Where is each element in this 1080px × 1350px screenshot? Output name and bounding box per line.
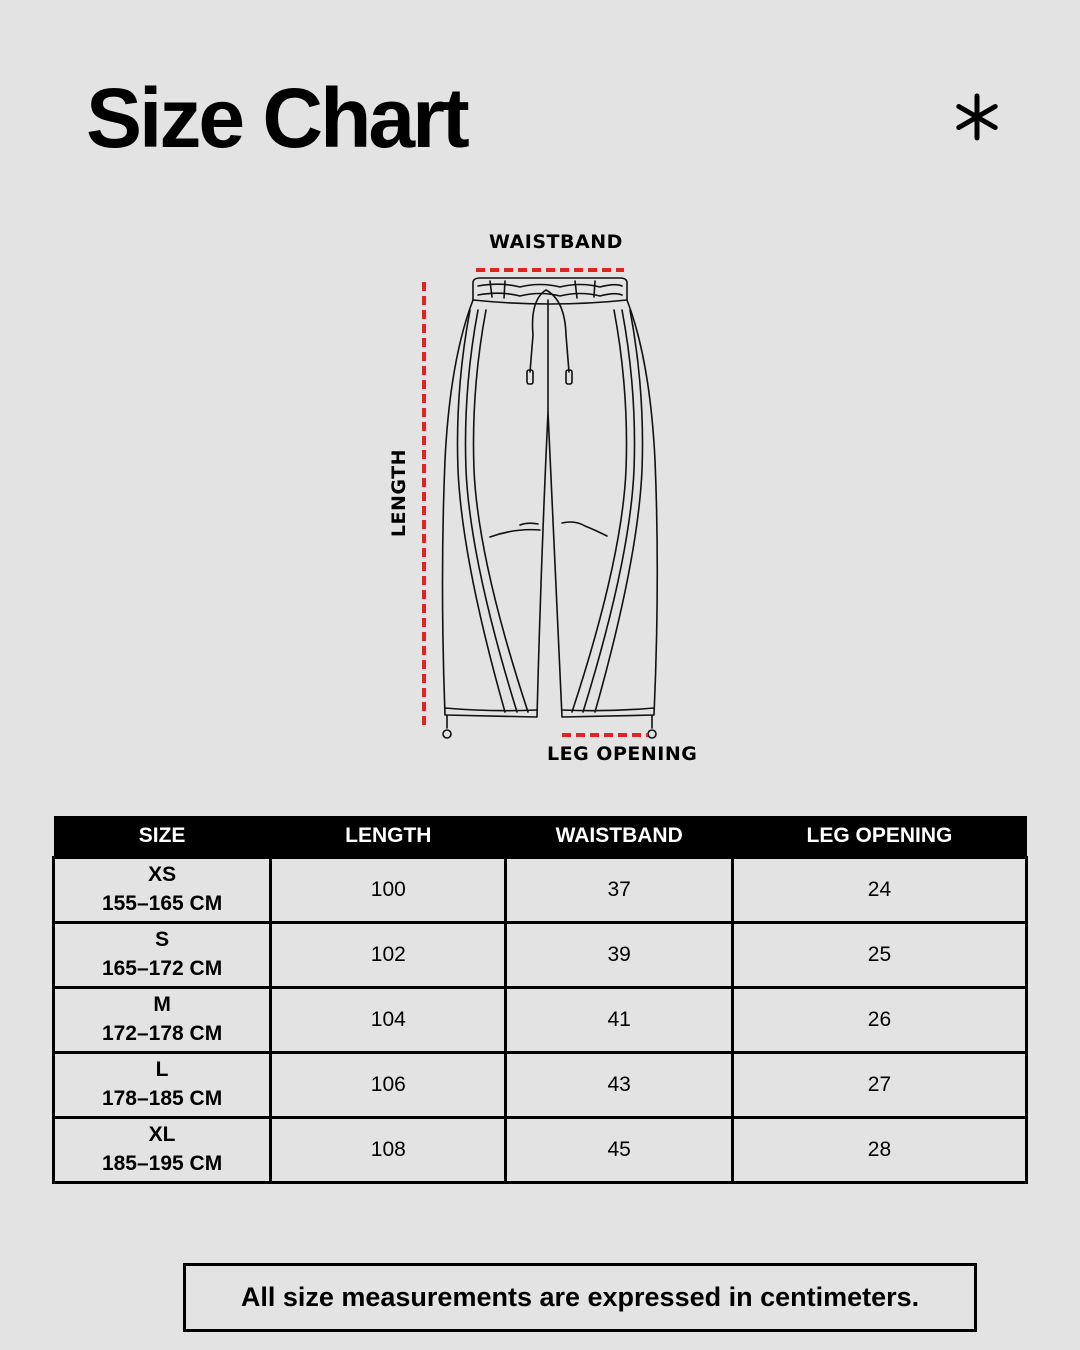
size-code: S [155, 928, 170, 952]
size-table [52, 816, 1028, 1184]
size-cell [54, 1118, 271, 1183]
table-row [54, 923, 1027, 988]
waistband-cell: 43 [506, 1053, 733, 1118]
pants-outline [443, 300, 658, 717]
size-cell [54, 858, 271, 923]
header-length: LENGTH [271, 816, 506, 858]
leg-opening-cell: 25 [732, 923, 1026, 988]
length-label: LENGTH [388, 448, 411, 538]
length-cell: 108 [271, 1118, 506, 1183]
drawstring [530, 290, 569, 372]
waistband-cell: 45 [506, 1118, 733, 1183]
leg-opening-cell: 24 [732, 858, 1026, 923]
height-range: 155–165 CM [101, 892, 223, 915]
size-code: XL [148, 1123, 176, 1147]
length-cell: 104 [271, 988, 506, 1053]
table-row [54, 858, 1027, 923]
size-code: M [153, 993, 171, 1017]
height-range: 172–178 CM [101, 1022, 223, 1045]
waistband-cell: 39 [506, 923, 733, 988]
pants-diagram [380, 225, 700, 775]
length-cell: 106 [271, 1053, 506, 1118]
table-row [54, 1118, 1027, 1183]
header-leg-opening: LEG OPENING [732, 816, 1026, 858]
height-range: 165–172 CM [101, 957, 223, 980]
waistband-outline [473, 278, 627, 304]
header-size: SIZE [54, 816, 271, 858]
height-range: 185–195 CM [101, 1152, 223, 1175]
size-cell [54, 1053, 271, 1118]
measurement-note: All size measurements are expressed in centimeters. [183, 1263, 977, 1332]
height-range: 178–185 CM [101, 1087, 223, 1110]
table-row [54, 1053, 1027, 1118]
asterisk-icon [952, 92, 1002, 142]
leg-opening-cell: 28 [732, 1118, 1026, 1183]
size-code: XS [148, 863, 177, 887]
leg-opening-cell: 27 [732, 1053, 1026, 1118]
length-cell: 102 [271, 923, 506, 988]
size-code: L [155, 1058, 169, 1082]
length-cell: 100 [271, 858, 506, 923]
page-title: Size Chart [86, 71, 467, 165]
leg-opening-cell: 26 [732, 988, 1026, 1053]
header-waistband: WAISTBAND [506, 816, 733, 858]
waistband-label: WAISTBAND [489, 231, 623, 253]
waistband-cell: 41 [506, 988, 733, 1053]
size-cell [54, 988, 271, 1053]
table-header-row [54, 816, 1027, 858]
table-row [54, 988, 1027, 1053]
size-cell [54, 923, 271, 988]
waistband-cell: 37 [506, 858, 733, 923]
leg-opening-label: LEG OPENING [547, 743, 698, 765]
